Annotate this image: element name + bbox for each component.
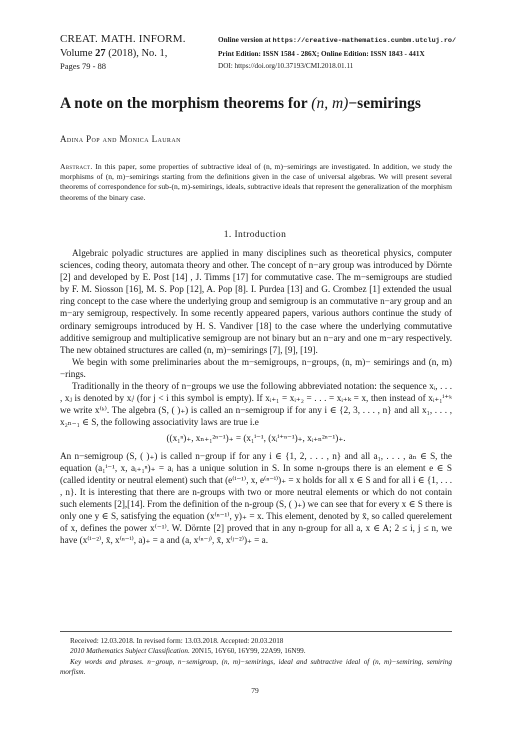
paragraph-4: An n−semigroup (S, ( )₊) is called n−group if for any i ∈ {1, 2, . . . , n} and all a₁, . . . , aₙ ∈ S, the equation (a₁ⁱ⁻¹, x, aᵢ₊₁ⁿ)₊ = aᵢ has a unique solution in S. In some n-groups there is an element e ∈ S (called identity or neutral element) such that (e⁽ⁱ⁻¹⁾, x, e⁽ⁿ⁻ⁱ⁾)₊ = x holds for all x ∈ S and for all i ∈ {1, . . . , n}. It is interesting that there are n-groups with two or more neutral elements or which do not contain such elements [2],[14]. From the definition of the n-group (S, ( )₊) we can see that for every x ∈ S there is only one y ∈ S, satisfying the equation (x⁽ⁿ⁻¹⁾, y)₊ = x. This element, denoted by x̄, so called querelement of x, defines the power x⁽⁻¹⁾. W. Dörnte [2] proved that in any n-group for all a, x ∈ A; 2 ≤ i, j ≤ n, we have (x⁽ⁱ⁻²⁾, x̄, x⁽ⁿ⁻ⁱ⁾, a)₊ = a and (a, x⁽ⁿ⁻ʲ⁾, x̄, x⁽ʲ⁻²⁾)₊ = a. bbox=[60, 450, 452, 546]
journal-header bbox=[60, 33, 186, 74]
paragraph-1: Algebraic polyadic structures are applied in many disciplines such as theoretical physics, computer sciences, coding theory, automata theory and other. The concept of n−ary group was introduced by Dörnte [2] and developed by E. Post [14] , J. Timms [17] for commutative case. The m−semigroups are studied by F. M. Siosson [16], M. S. Pop [12], A. Pop [8]. I. Purdea [13] and G. Crombez [1] extended the usual ring concept to the case where the underlying group and semigroup is an commutative n−ary group and an m−ary semigroup, respectively. In some recently appeared papers, various authors continue the study of ordinary semigroups introduced by H. S. Vandiver [18] to the case where the underlying commutative additive semigroup and multiplicative semigroup are not binary but an n−ary and one m−ary respectively. The new obtained structures are called (n, m)−semirings [7], [9], [19]. bbox=[60, 248, 452, 355]
online-url-link[interactable]: https://creative-mathematics.cunbm.utcluj.ro/ bbox=[272, 37, 457, 45]
body-text bbox=[60, 247, 452, 546]
keywords-text: n−group, n−semigroup, (n, m)−semirings, ideal and subtractive ideal of (n, m)−semiring, semiring morfism. bbox=[60, 657, 452, 677]
publication-info bbox=[218, 34, 478, 73]
page-range: Pages 79 - 88 bbox=[60, 61, 107, 71]
msc-label: 2010 Mathematics Subject Classification. bbox=[70, 647, 190, 656]
title-suffix: −semirings bbox=[348, 95, 421, 112]
volume-number: 27 bbox=[95, 47, 106, 59]
doi-link[interactable]: DOI: https://doi.org/10.37193/CMI.2018.01.11 bbox=[218, 62, 354, 70]
msc-codes: 20N15, 16Y60, 16Y99, 22A99, 16N99. bbox=[189, 647, 306, 656]
section-heading: 1. Introduction bbox=[223, 230, 287, 240]
online-version bbox=[218, 34, 478, 48]
abstract-label: Abstract. bbox=[60, 162, 93, 171]
abstract bbox=[60, 162, 452, 203]
title-math: (n, m) bbox=[311, 95, 349, 112]
page-number: 79 bbox=[251, 686, 259, 695]
title-prefix: A note on the morphism theorems for bbox=[60, 95, 312, 112]
keywords-label: Key words and phrases. bbox=[70, 657, 144, 666]
msc-classification bbox=[60, 646, 452, 656]
footnotes bbox=[60, 636, 452, 678]
issn-info bbox=[218, 48, 478, 61]
paragraph-3: Traditionally in the theory of n−groups we use the following abbreviated notation: the sequence xᵢ, . . . , xⱼ is denoted by xᵢʲ (for j < i this symbol is empty). If xᵢ₊₁ = xᵢ₊₂ = . . . = xᵢ₊ₖ = x, then instead of xᵢ₊₁ⁱ⁺ᵏ we write x⁽ᵏ⁾. The algebra (S, ( )₊) is called an n−semigroup if for any i ∈ {2, 3, . . . , n} and all x₁, . . . , x₂ₙ₋₁ ∈ S, the following associativity laws are true i.e bbox=[60, 381, 452, 428]
received-dates: Received: 12.03.2018. In revised form: 13.03.2018. Accepted: 20.03.2018 bbox=[70, 637, 284, 645]
volume-prefix: Volume bbox=[60, 47, 96, 59]
associativity-equation: ((x₁ⁿ)₊, xₙ₊₁²ⁿ⁻¹)₊ = (x₁ⁱ⁻¹, (xᵢⁱ⁺ⁿ⁻¹)₊, xᵢ₊ₙ²ⁿ⁻¹)₊. bbox=[166, 433, 346, 444]
issn-text: Print Edition: ISSN 1584 - 286X; Online Edition: ISSN 1843 - 441X bbox=[218, 49, 425, 58]
paper-title bbox=[60, 95, 421, 113]
keywords bbox=[60, 657, 452, 678]
online-prefix: Online version at bbox=[218, 36, 273, 44]
abstract-text: In this paper, some properties of subtractive ideal of (n, m)−semirings are investigated. In addition, we study the morphisms of (n, m)−semirings starting from the definitions given in the case of universal algebras. We will present several theorems of correspondence for sub-(n, m)-semirings, ideals, subtractive ideals that represent the generalization of the morphism theorems of the binary case. bbox=[60, 162, 452, 202]
volume-suffix: (2018), No. 1, bbox=[105, 47, 168, 59]
authors: Adina Pop and Monica Lauran bbox=[60, 134, 181, 144]
footnote-rule bbox=[60, 631, 452, 632]
volume-info bbox=[60, 47, 186, 61]
journal-name: CREAT. MATH. INFORM. bbox=[60, 33, 186, 45]
paragraph-2: We begin with some preliminaries about the m−semigroups, n−groups, (n, m)− semirings and (n, m)−rings. bbox=[60, 356, 452, 379]
